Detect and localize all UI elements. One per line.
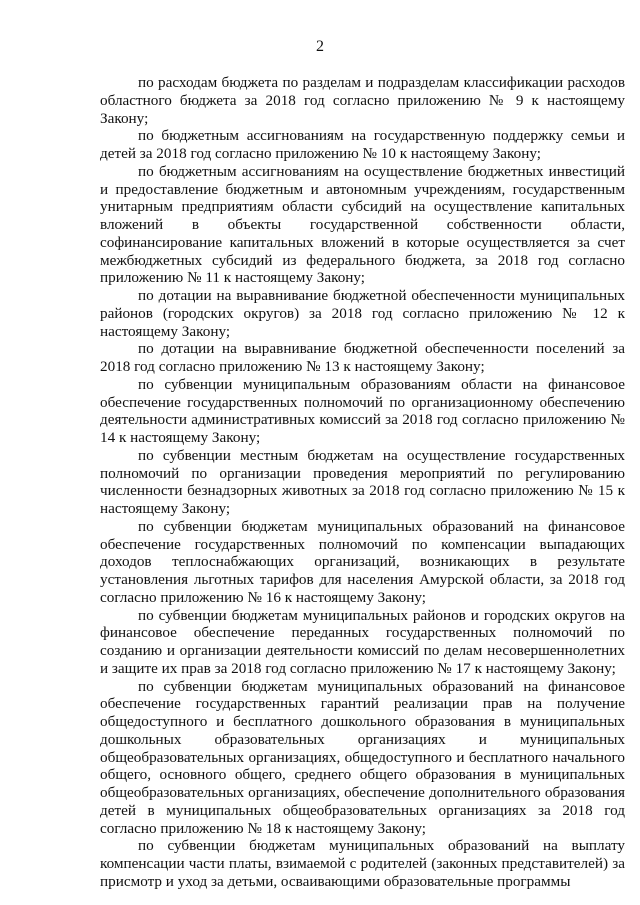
paragraph: по субвенции бюджетам муниципальных образований на финансовое обеспечение государственных полномочий по компенсации выпадающих доходов теплоснабжающих организаций, возникающих в результате установления льготных тарифов для населения Амурской области, за 2018 год согласно приложению № 16 к настоящему Закону; [100, 517, 625, 606]
paragraph: по бюджетным ассигнованиям на осуществление бюджетных инвестиций и предоставление бюджетным и автономным учреждениям, государственным унитарным предприятиям области субсидий на осуществление капитальных вложений в объекты государственной собственности области, софинансирование капитальных вложений в которые осуществляется за счет межбюджетных субсидий из федерального бюджета, за 2018 год согласно приложению № 11 к настоящему Закону; [100, 162, 625, 287]
paragraph: по субвенции муниципальным образованиям области на финансовое обеспечение государственных полномочий по организационному обеспечению деятельности административных комиссий за 2018 год согласно приложению № 14 к настоящему Закону; [100, 375, 625, 446]
paragraph: по субвенции бюджетам муниципальных районов и городских округов на финансовое обеспечение переданных государственных полномочий по созданию и организации деятельности комиссий по делам несовершеннолетних и защите их прав за 2018 год согласно приложению № 17 к настоящему Закону; [100, 606, 625, 677]
paragraph: по субвенции бюджетам муниципальных образований на выплату компенсации части платы, взимаемой с родителей (законных представителей) за присмотр и уход за детьми, осваивающими образовательные программы [100, 837, 625, 890]
paragraph: по субвенции бюджетам муниципальных образований на финансовое обеспечение государственных гарантий реализации прав на получение общедоступного и бесплатного дошкольного образования в муниципальных дошкольных образовательных организациях и муниципальных общеобразовательных организациях, общедоступного и бесплатного начального общего, основного общего, среднего общего образования в муниципальных общеобразовательных организациях, обеспечение дополнительного образования детей в муниципальных общеобразовательных организациях за 2018 год согласно приложению № 18 к настоящему Закону; [100, 677, 625, 837]
paragraph: по дотации на выравнивание бюджетной обеспеченности муниципальных районов (городских округов) за 2018 год согласно приложению № 12 к настоящему Закону; [100, 287, 625, 340]
paragraph: по расходам бюджета по разделам и подразделам классификации расходов областного бюджета за 2018 год согласно приложению № 9 к настоящему Закону; [100, 74, 625, 127]
paragraph: по бюджетным ассигнованиям на государственную поддержку семьи и детей за 2018 год согласно приложению № 10 к настоящему Закону; [100, 127, 625, 162]
page-number: 2 [316, 38, 324, 55]
paragraph: по дотации на выравнивание бюджетной обеспеченности поселений за 2018 год согласно приложению № 13 к настоящему Закону; [100, 340, 625, 375]
document-body [100, 74, 625, 891]
paragraph: по субвенции местным бюджетам на осуществление государственных полномочий по организации проведения мероприятий по регулированию численности безнадзорных животных за 2018 год согласно приложению № 15 к настоящему Закону; [100, 446, 625, 517]
